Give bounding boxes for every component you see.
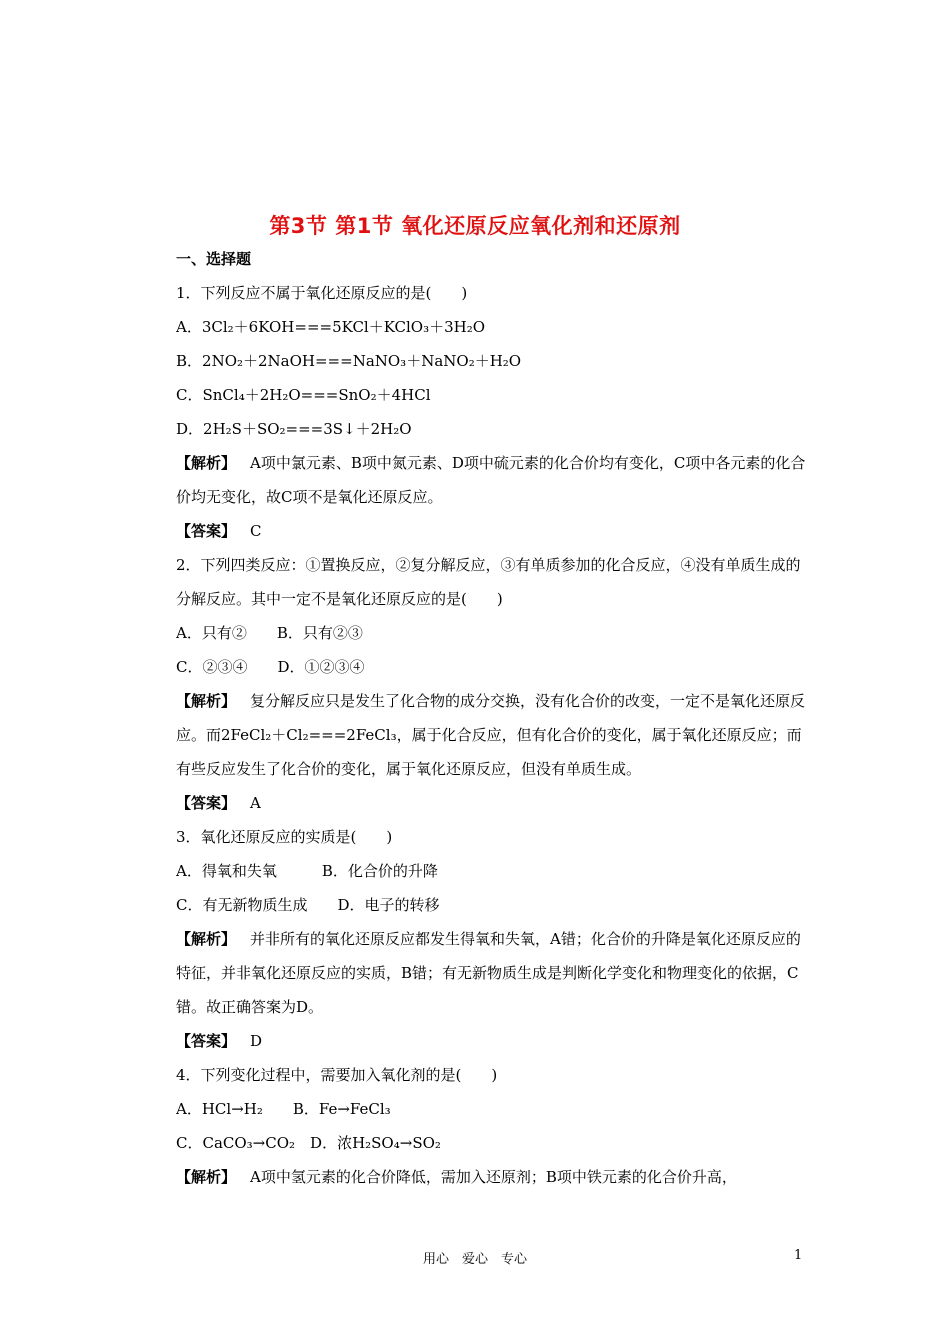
analysis-paragraph — [176, 446, 812, 514]
page-title: 第3节 第1节 氧化还原反应氧化剂和还原剂 — [269, 214, 681, 238]
paragraph-text: D — [250, 1032, 263, 1050]
question-line: C．SnCl₄＋2H₂O===SnO₂＋4HCl — [176, 386, 431, 404]
paragraph-text: C — [250, 522, 262, 540]
label-tag: 【解析】 — [176, 930, 237, 948]
page-number: 1 — [794, 1248, 803, 1263]
question-line: A．3Cl₂＋6KOH===5KCl＋KClO₃＋3H₂O — [176, 318, 486, 336]
question-line: A．只有② B．只有②③ — [176, 624, 363, 642]
paragraph-text: A项中氢元素的化合价降低，需加入还原剂；B项中铁元素的化合价升高， — [250, 1168, 737, 1186]
question-line: 3．氧化还原反应的实质是( ) — [176, 828, 393, 846]
answer-line — [176, 1024, 812, 1058]
label-tag: 【解析】 — [176, 454, 237, 472]
document-body — [176, 242, 812, 1194]
paragraph-text: A项中氯元素、B项中氮元素、D项中硫元素的化合价均有变化，C项中各元素的化合价均无变化，故C项不是氧化还原反应。 — [176, 454, 806, 506]
paragraph-text: 复分解反应只是发生了化合物的成分交换，没有化合价的改变，一定不是氧化还原反应。而2FeCl₂＋Cl₂===2FeCl₃，属于化合反应，但有化合价的变化，属于氧化还原反应；而有些反应发生了化合价的变化，属于氧化还原反应，但没有单质生成。 — [176, 692, 806, 778]
analysis-paragraph — [176, 922, 812, 1024]
label-tag: 【解析】 — [176, 1168, 237, 1186]
question-line: D．2H₂S＋SO₂===3S↓＋2H₂O — [176, 420, 412, 438]
label-tag: 【解析】 — [176, 692, 237, 710]
paragraph-text: A — [250, 794, 261, 812]
label-tag: 【答案】 — [176, 1032, 237, 1050]
analysis-paragraph — [176, 1160, 812, 1194]
section-heading: 一、选择题 — [176, 250, 252, 268]
analysis-paragraph — [176, 684, 812, 786]
question-line: C．②③④ D．①②③④ — [176, 658, 365, 676]
answer-line — [176, 514, 812, 548]
question-line: A．HCl→H₂ B．Fe→FeCl₃ — [176, 1100, 391, 1118]
question-line: A．得氧和失氧 B．化合价的升降 — [176, 862, 438, 880]
question-line: C．CaCO₃→CO₂ D．浓H₂SO₄→SO₂ — [176, 1134, 441, 1152]
label-tag: 【答案】 — [176, 522, 237, 540]
label-tag: 【答案】 — [176, 794, 237, 812]
footer-slogan: 用心 爱心 专心 — [422, 1252, 527, 1267]
question-line: 4．下列变化过程中，需要加入氧化剂的是( ) — [176, 1066, 498, 1084]
question-line: C．有无新物质生成 D．电子的转移 — [176, 896, 440, 914]
paragraph-text: 并非所有的氧化还原反应都发生得氧和失氧，A错；化合价的升降是氧化还原反应的特征，并非氧化还原反应的实质，B错；有无新物质生成是判断化学变化和物理变化的依据，C错。故正确答案为D。 — [176, 930, 801, 1016]
question-line: 1．下列反应不属于氧化还原反应的是( ) — [176, 284, 468, 302]
question-text: 2．下列四类反应：①置换反应，②复分解反应，③有单质参加的化合反应，④没有单质生成的分解反应。其中一定不是氧化还原反应的是( ) — [176, 556, 801, 608]
answer-line — [176, 786, 812, 820]
question-line: B．2NO₂＋2NaOH===NaNO₃＋NaNO₂＋H₂O — [176, 352, 522, 370]
